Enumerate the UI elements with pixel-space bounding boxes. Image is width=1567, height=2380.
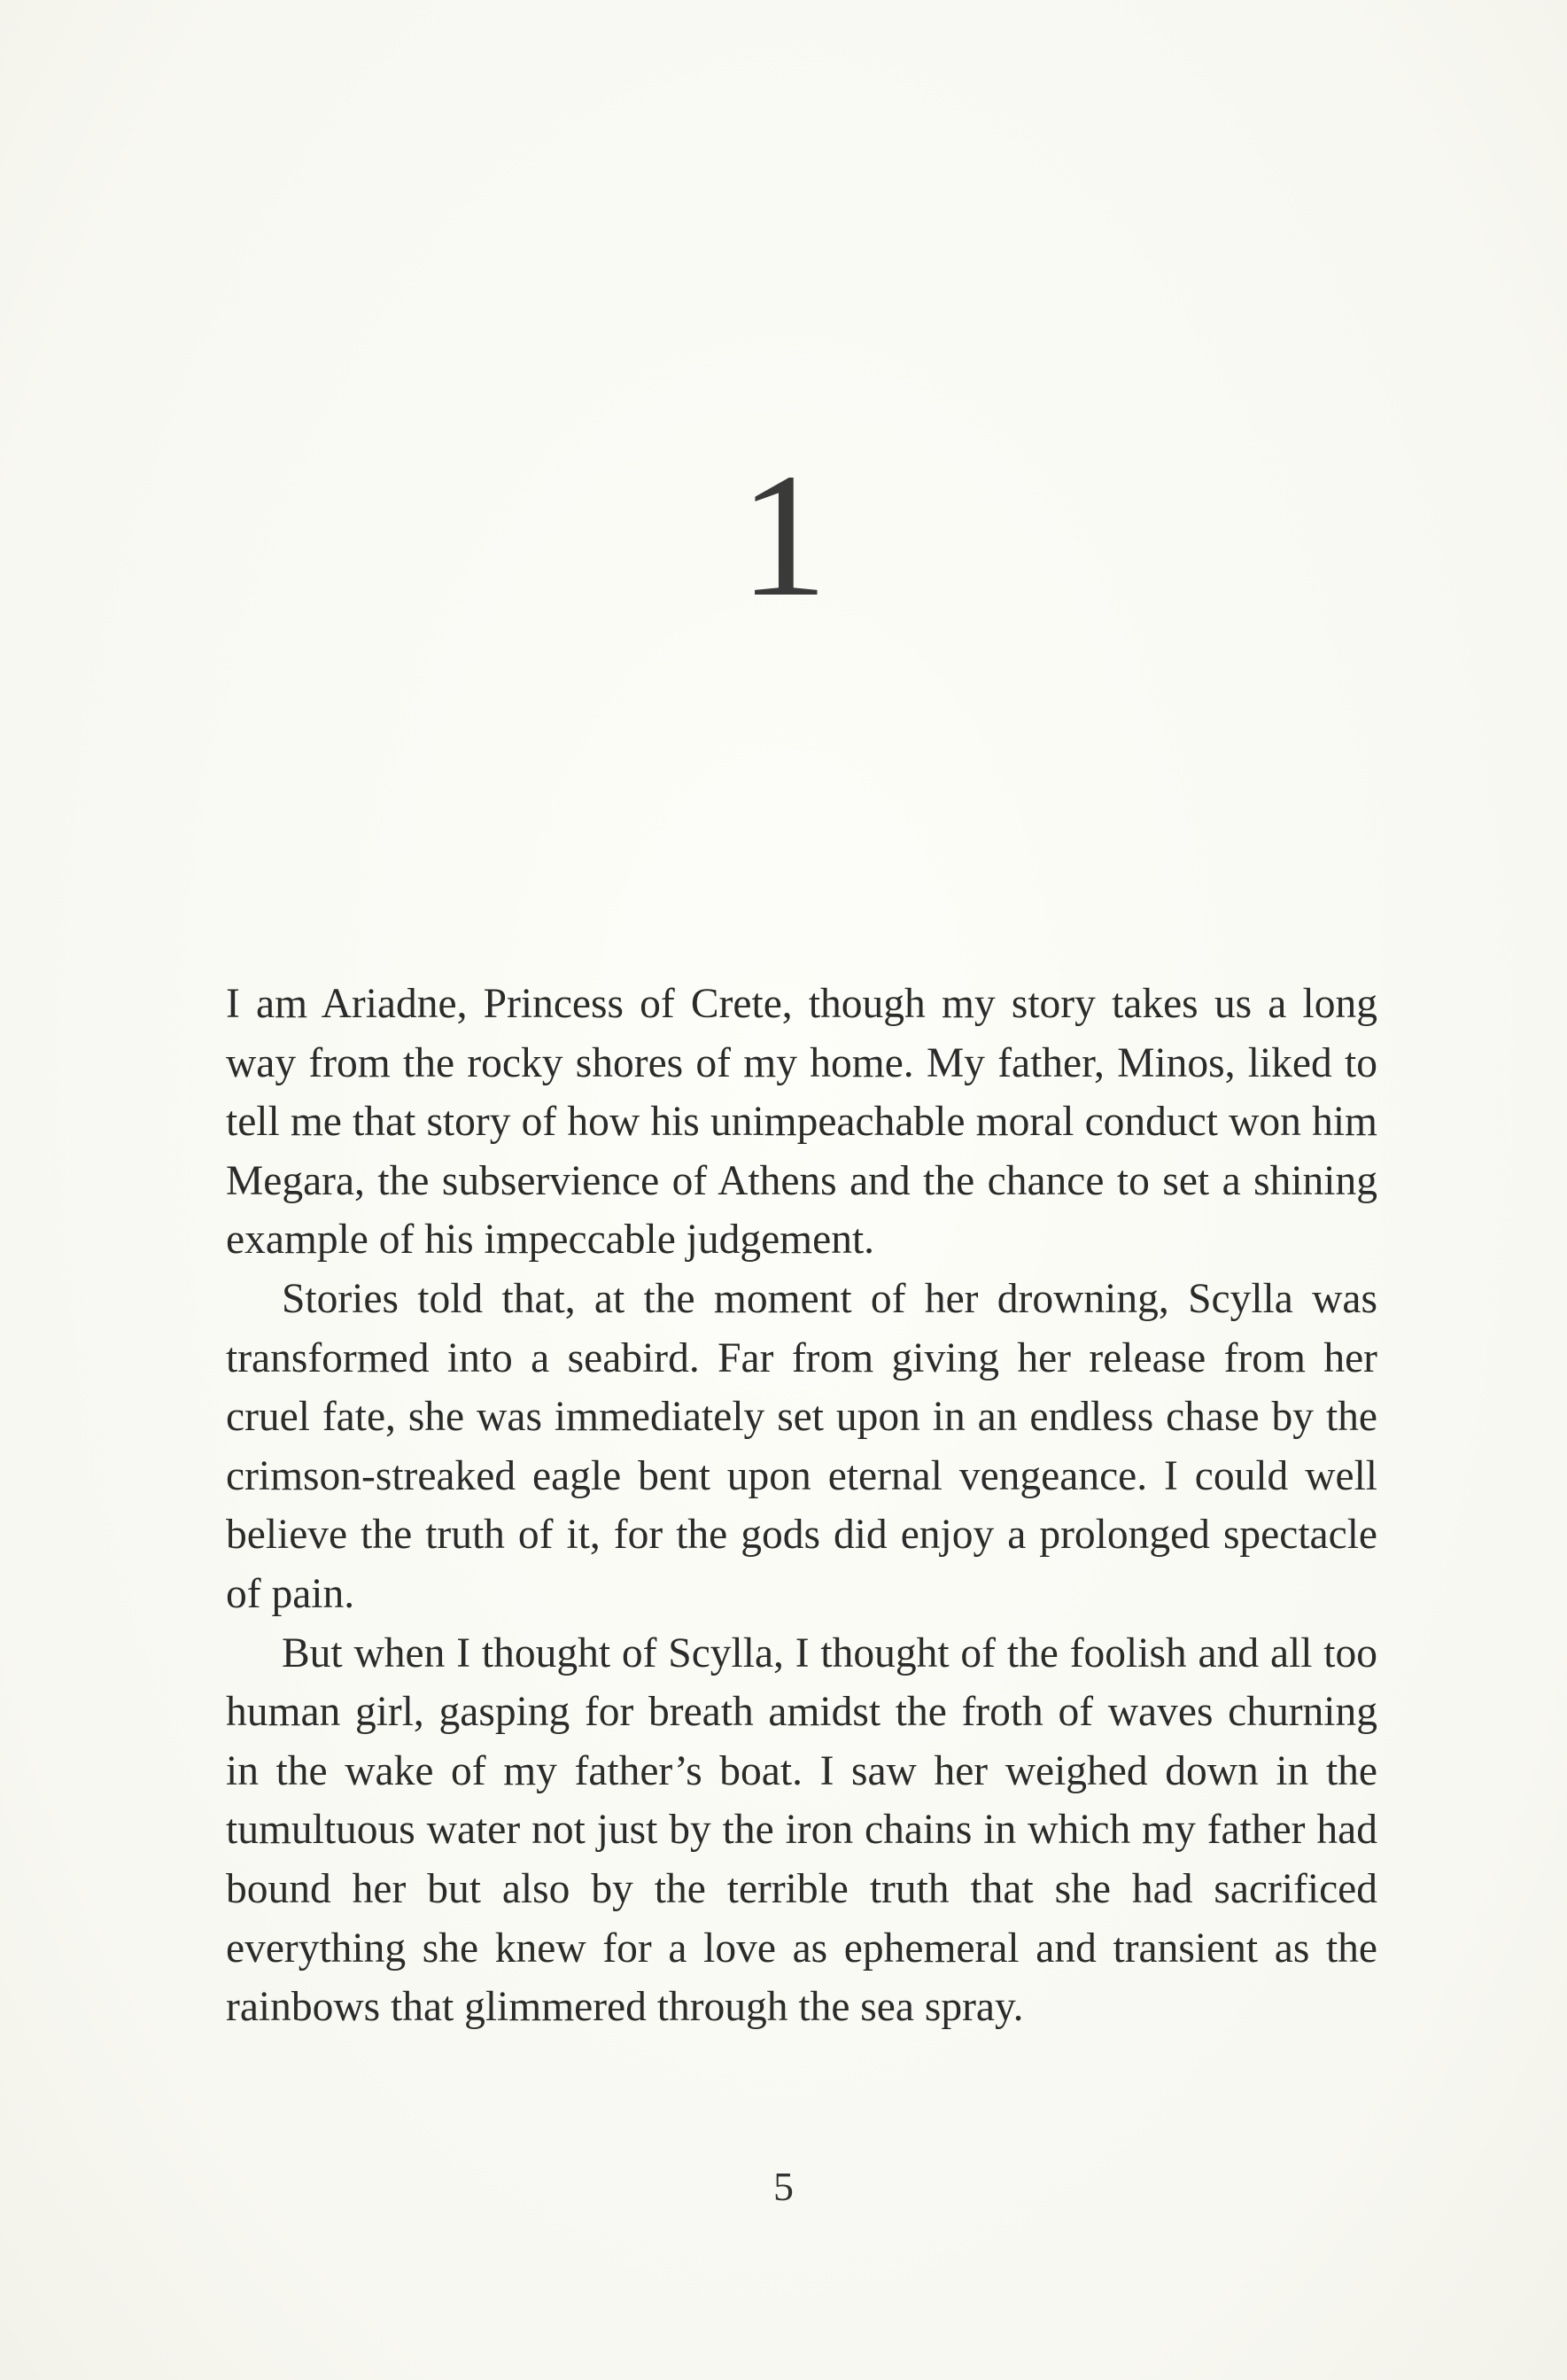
chapter-number: 1: [739, 438, 828, 634]
paragraph: I am Ariadne, Princess of Crete, though my story takes us a long way from the rocky shores of my home. My father, Minos, liked to tell me that story of how his unimpeachable moral conduct won him Megara, the subservience of Athens and the chance to set a shining example of his impeccable judgement.: [226, 981, 1377, 1264]
page-number: 5: [773, 2164, 794, 2209]
chapter-body: [226, 975, 1377, 2037]
paragraph: Stories told that, at the moment of her drowning, Scylla was transformed into a seabird. Far from giving her release from her cruel fate, she was immediately set upon in an endless chase by the crimson-streaked eagle bent upon eternal vengeance. I could well believe the truth of it, for the gods did enjoy a prolonged spectacle of pain.: [226, 1275, 1377, 1617]
paragraph: But when I thought of Scylla, I thought of the foolish and all too human girl, gasping for breath amidst the froth of waves churning in the wake of my father’s boat. I saw her weighed down in the tumultuous water not just by the iron chains in which my father had bound her but also by the terrible truth that she had sacrificed everything she knew for a love as ephemeral and transient as the rainbows that glimmered through the sea spray.: [226, 1629, 1377, 2031]
